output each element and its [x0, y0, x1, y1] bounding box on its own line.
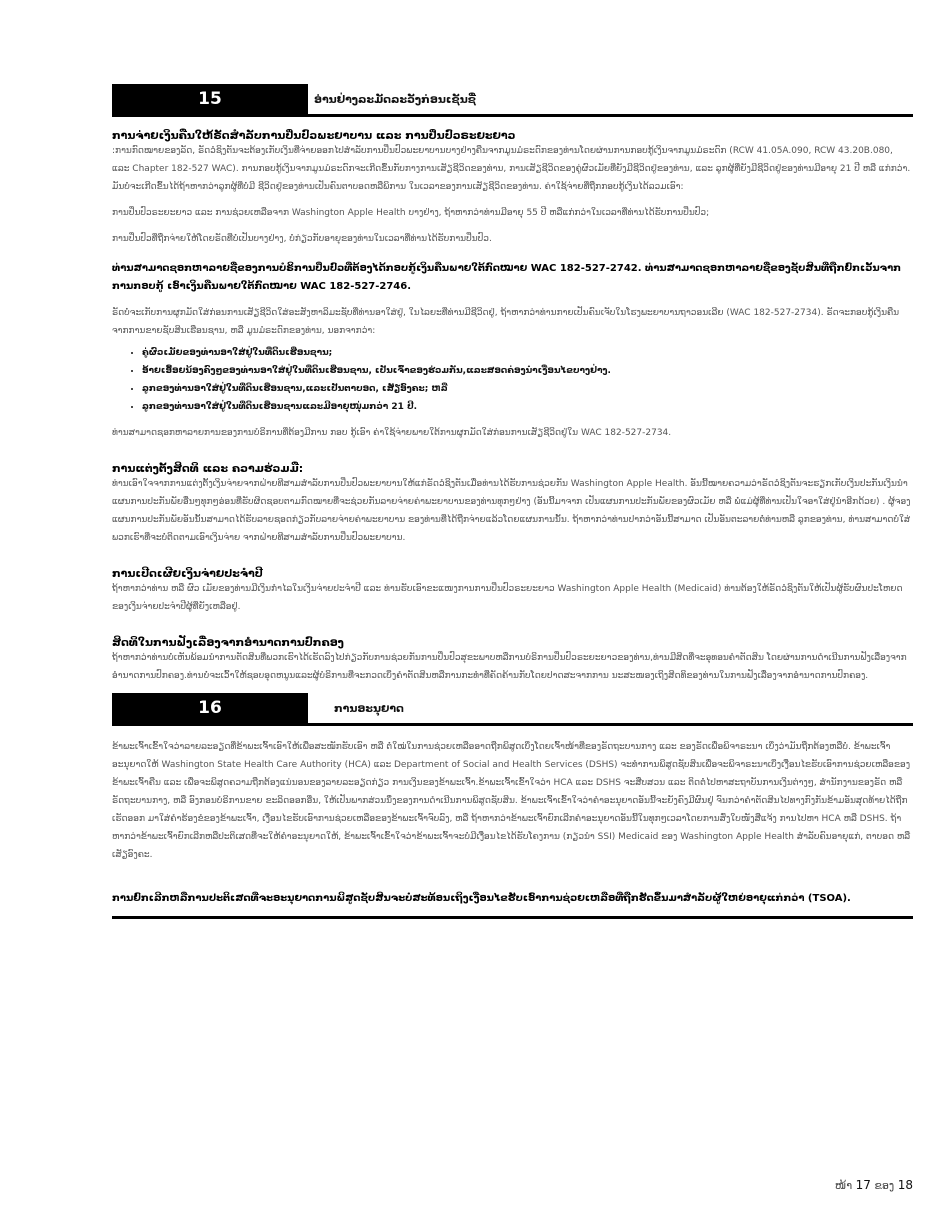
- hearing-rights-heading: ສິດທິໃນການຟັງເລື່ອງຈາກອໍານາດການປົກຄອງ: [112, 636, 344, 649]
- section-number: 16: [112, 693, 308, 723]
- tefra-lien-paragraph: ຣັດບໍ່ຈະເກັບການຜູກມັດໃສ່ກ່ອນການເສັຽຊີວິດໃສ່ອະສັງຫາລິມະຊັບທີ່ທ່ານອາໃສ່ຢູ່, ໃນໄລຍະທີ່ທ່ານມີຊີວິດຢູ່, ຖ້າຫາກວ່າທ່ານກາຍເປັນຄົນເຈັບໃນໂຮງພະຍາບານຖາວອນເລີຍ (WAC 182-527-2734). ຣັດຈະກອບກູ້ເງິນຄືນຈາກການຂາຍຊັບສິນເຮືອນຊານ, ຫລື ມູນມໍຣະດົກຂອງທ່ານ, ນອກຈາກວ່າ:: [112, 308, 900, 336]
- section-15-header: [112, 84, 913, 117]
- long-term-care-paragraph: ການປິ່ນປົວຣະຍະຍາວ ແລະ ການຊ່ວຍເຫລືອຈາກ Washington Apple Health ບາງຢ່າງ, ຖ້າຫາກວ່າທ່ານມີອາຍຸ 55 ປີ ຫລືແກ່ກວ່າໃນເວລາທີ່ທ່ານໄດ້ຮັບການປິ່ນປົວ;: [112, 208, 710, 218]
- section-number: 15: [112, 84, 308, 114]
- annuity-paragraph: ຖ້າຫາກວ່າທ່ານ ຫລື ຜົວ ເມັຍຂອງທ່ານມີເງິນກໍາໄລໃນເງິນຈ່າຍປະຈໍາປີ ແລະ ທ່ານຮັບເອົາຂະແໜງການການປິ່ນປົວຣະຍະຍາວ Washington Apple Health (Medicaid) ທ່ານຕ້ອງໃຫ້ຣັດວໍຊິງຕັນໃຫ້ເປັນຜູ້ຮັບຜົນປະໂຫຍດຂອງເງິນຈ່າຍປະຈໍາປີຜູ້ທີ່ຍັງເຫລືອຢູ່.: [112, 584, 903, 612]
- list-item: • ລູກຂອງທ່ານອາໃສ່ຢູ່ໃນທີ່ດິນເຮືອນຊານ,ແລະເປັນຕາບອດ, ເສັຽອົງຄະ; ຫລື: [142, 380, 913, 398]
- estate-recovery-paragraph: :ການກົດໝາຍຂອງລັດ, ຣັດວໍຊິງຕັນຈະຕ້ອງເກັບເງິນທີ່ຈ່າຍອອກໄປສໍາລັບການປິ່ນປົວພະຍາບານບາງຢ່າງຄືນຈາກມູນມໍຣະດົກຂອງທ່ານໂດຍຜ່ານການກອບກູ້ເງິນຈາກມູນມໍຣະດົກ (RCW 41.05A.090, RCW 43.20B.080, ແລະ Chapter 182-527 WAC). ການກອບກູ້ເງິນຈາກມູນມໍຣະດົກຈະເກີດຂຶ້ນກັບກາງການເສັຽຊີວິດຂອງທ່ານ, ການເສັຽຊີວິດຂອງຄູ່ຜົວເມັຍທີ່ຍັງມີຊີວິດຢູ່ຂອງທ່ານ, ແລະ ລູກຜູ້ທີ່ຍັງມີຊີວິດຢູ່ຂອງທ່ານມີອາຍຸ 21 ປີ ຫລື ແກ່ກວ່າ. ມັນບໍ່ຈະເກີດຂຶ້ນໄດ້ຖ້າຫາກວ່າລູກຜູ້ທີ່ບໍ່ມີ ຊີວິດຢູ່ຂອງທ່ານເປັນຄົນຕາບອດຫລືພິການ ໃນເວລາຂອງການເສັຽຊີວິດຂອງທ່ານ. ຄ່າໃຊ້ຈ່າຍທີ່ຖືກກອບກູ້ເງິນໄດ້ລວມເອົາ:: [112, 146, 911, 192]
- section-title: ການອະນຸຍາດ: [334, 701, 404, 715]
- document-page: [112, 84, 913, 919]
- annuity-heading: ການເປີດເຜີຍເງິນຈ່າຍປະຈໍາປີ: [112, 567, 263, 580]
- list-item: • ຄູ່ຜົວເມັຍຂອງທ່ານອາໃສ່ຢູ່ໃນທີ່ດິນເຮືອນຊານ;: [142, 344, 913, 362]
- section-16-header: [112, 693, 913, 726]
- authorization-paragraph: ຂ້າພະເຈົ້າເຂົ້າໃຈວ່າລາຍລະອຽດທີ່ຂ້າພະເຈົ້າເອົາໃຫ້ເພື່ອສະໝັກຮັບເອົາ ຫລື ຕໍ່ໃໝ່ໃນການຊ່ວຍເຫລືອອາດຖືກພິສູດເບິ່ງໂດຍເຈົ້າໜ້າທີ່ຂອງຣັດຖະບານກາງ ແລະ ຂອງຣັດເພື່ອພິຈາຣະນາ ເບິ່ງວ່າມັນຖືກຕ້ອງຫລືບໍ່. ຂ້າພະເຈົ້າອະນຸຍາດໃຫ້ Washington State Health Care Authority (HCA) ແລະ Department of Social and Health Services (DSHS) ຈະທໍາການພິສູດຊັບສິນເພື່ອຈະພິຈາຣະນາເບິ່ງເງື່ອນໄຂຮັບເອົາການຊ່ວຍເຫລືອຂອງຂ້າພະເຈົ້າຄືນ ແລະ ເພື່ອຈະພິສູດຄວາມຖືກຕ້ອງແນ່ນອນຂອງລາຍລະອຽດກ່ຽວ ການເງິນຂອງຂ້າພະເຈົ້າ.ຂ້າພະເຈົ້າເຂົ້າໃຈວ່າ HCA ແລະ DSHS ຈະສືບສວນ ແລະ ຕິດຕໍ່ໄປຫາສະຖາບັນການເງິນຕ່າງໆ, ສໍານັກງານຂອງຣັດ ຫລື ຣັດຖະບານກາງ, ຫລື ອົງກອນບໍຣິການຂາຍ ຂະລິດອອກອີ່ນ, ໃຫ້ເປັນພາກສ່ວນນຶ່ງຂອງການດໍາເນີນການພິສູດຊັບສິນ. ຂ້າພະເຈົ້າເຂົ້າໃຈວ່າຄໍາອະນຸຍາດອັນນີ້ຈະຍັງຄົງມີຜົນຢູ່ ຈົນກວ່າຄໍາຕັດສິນໄປທາງກົງກັນຂ້າມອັນສຸດທ້າຍໄດ້ຖືກເຮັດອອກ ມາໃສ່ຄໍາຮ້ອງຂໍຂອງຂ້າພະເຈົ້າ, ເງື່ອນໄຂຮັບເອົາການຊ່ວຍເຫລືອຂອງຂ້າພະເຈົ້າຈົບລົງ, ຫລື ຖ້າຫາກວ່າຂ້າພະເຈົ້າຍົກເລີກຄໍາອະນຸຍາດອັນນີ້ໃນທຸກໆເວລາໂດຍການສົ່ງໃບໜັງສືແຈ້ງ ການໄປຫາ HCA ຫລື DSHS. ຖ້າຫາກວ່າຂ້າພະເຈົ້າຍົກເລີກຫລືປະຕິເສດທີ່ຈະໃຫ້ຄໍາອະນຸຍາດໃຫ້, ຂ້າພະເຈົ້າເຂົ້າໃຈວ່າຂ້າພະເຈົ້າຈະບໍ່ມີເງື່ອນໄຂໄດ້ຮັບໂຄງການ (ກຽວນໍາ SSI) Medicaid ຂອງ Washington Apple Health ສໍາລັບຄົນອາຍຸແກ່, ຕາບອດ ຫລື ເສັຽອົງຄະ.: [112, 742, 911, 860]
- total-pages: 18: [897, 1178, 913, 1192]
- list-item: • ລູກຂອງທ່ານອາໃສ່ຢູ່ໃນທີ່ດິນເຮືອນຊານແລະມີອາຍຸໜຸ່ມກວ່າ 21 ປີ.: [142, 398, 913, 416]
- of-label: ຂອງ: [874, 1179, 895, 1192]
- list-item: • ອ້າຍເອື້ອຍນ້ອງຄົງໆຂອງທ່ານອາໃສ່ຢູ່ໃນທີ່ດິນເຮືອນຊານ, ເປັນເຈົ້າຂອງຮ່ວມກັນ,ແລະສອດຄ່ອງນໍາເງື່ອນໄຂບາງຢ່າງ.: [142, 362, 913, 380]
- wac-list-paragraph: ທ່ານສາມາດຊອກຫາລາຍຊື່ຂອງການບໍຣິການປິ່ນປົວທີ່ຕ້ອງໄດ້ກອບກູ້ເງິນຄືນພາຍໃຕ້ກົດໝາຍ WAC 182-527-2742. ທ່ານສາມາດຊອກຫາລາຍຊື່ຂອງຊັບສິນທີ່ຖືກຍົກເວັ້ນຈາກການກອບກູ້ ເອົາເງິນຄືນພາຍໃຕ້ກົດໝາຍ WAC 182-527-2746.: [112, 263, 902, 292]
- page-number: [835, 1178, 913, 1192]
- assignment-paragraph: ທ່ານເອົາໃຈຈາກການແຕ່ງຕັ້ງເງິນຈ່າຍຈາກຝ່າຍທີສາມສໍາລັບການປິ່ນປົວພະຍາບານໃຫ້ແກ່ຣັດວໍຊິງຕັນເມື່ອທ່ານໄດ້ຮັບການຊ່ວຍກັນ Washington Apple Health. ອັນນີ້ໝາຍຄວາມວ່າຣັດວໍຊິງຕັນຈະຮຽກເກັບເງິນປະກັນເງິນນໍາແຜນການປະກັນພັຍອື່ນໆທຸກໆອ່ອນທີ່ຮັບຜິດຊອບຕາມກົດໝາຍທີ່ຈະຊ່ວຍກັນລາຍຈ່າຍຄ່າພະຍາບານຂອງທ່ານທຸກໆຢ່າງ (ອັນນີ້ມາຈາກ ເປັນແຜນການປະກັນພັຍຂອງຜົວເມັຍ ຫລື ພໍ່ແມ່ຜູ້ທີ່ທ່ານເປັນໃຈອາໃສ່ຢູ່ນໍາອີກດ້ວຍ) . ຜູ້ຈອງແຜນການປະກັນພັຍອັນນັ້ນສາມາດໄດ້ຮັບລາຍຊອດກ່ຽວກັບລາຍຈ່າຍຄ່າພະຍາບານ ຂອງທ່ານທີ່ໄດ້ຖືກຈ່າຍແລ້ວໂດຍແຜນການນັ້ນ. ຖ້າຫາກວ່າທ່ານປາກວ່າອັນນີ້ສາມາດ ເປັນອັນຕະລາຍຕໍ່ທ່ານຫລື ລູກຂອງທ່ານ, ທ່ານສາມາດບໍ່ໃສ່ພວກເຮົາທີ່ຈະບໍ່ຕິດຕາມເອົາເງິນຈ່າຍ ຈາກຝ່າຍທີສາມສໍາລັບການປິ່ນປົວພະຍາບານ.: [112, 479, 911, 543]
- section-bottom-rule: [112, 916, 913, 919]
- page-label: ໜ້າ: [834, 1179, 853, 1192]
- state-only-paragraph: ການປິ່ນປົວທີ່ຖືກຈ່າຍໃຫ້ໂດຍຣັດທີ່ບໍ່ເປັນບາງຢ່າງ, ບໍ່ກ່ຽວກັບອາຍຸຂອງທ່ານໃນເວລາທີ່ທ່ານໄດ້ຮັບການປິ່ນປົວ.: [112, 234, 492, 244]
- lien-services-paragraph: ທ່ານສາມາດຊອກຫາລາຍການຂອງການບໍຣິການທີ່ຕ້ອງມີການ ກອບ ກູ້ເອົາ ຄ່າໃຊ້ຈ່າຍພາຍໃຕ້ການຜູກມັດໃສ່ກ່ອນການເສັຽຊີວິດຢູ່ໃນ WAC 182-527-2734.: [112, 428, 672, 438]
- exception-list: [112, 344, 913, 416]
- assignment-heading: ການແຕ່ງຕັ້ງສິດທິ ແລະ ຄວາມຮ່ວມມື:: [112, 462, 304, 475]
- estate-recovery-heading: ການຈ່າຍເງິນຄືນໃຫ້ຣັດສໍາລັບການປິ່ນປົວພະຍາບານ ແລະ ການປິ່ນປົວຣະຍະຍາວ: [112, 129, 516, 142]
- hearing-rights-paragraph: ຖ້າຫາກວ່າທ່ານບໍ່ເຫັນພ້ອມນໍາການຕັດສິນທີ່ພວກເຮົາໄດ້ເຮັດລົງໄປກ່ຽວກັບການຊ່ວຍກັນການປິ່ນປົວສຸຂະພາບຫລືການບໍຣິການປິ່ນປົວຣະຍະຍາວຂອງທ່ານ,ທ່ານມີສິດທີ່ຈະອຸທອນຄໍາຕັດສິນ ໂດຍຜ່ານການດໍາເນີນການຟັງເລື່ອງຈາກອໍານາດການປົກຄອງ.ທ່ານບໍ່ຈະເວົ້າໃຫ້ຊອບອຸດຫນູນແລະຜູ້ບໍຣິການທີ່ຈະກວດເບິ່ງຄໍາຕັດສິນຫລືການກະທໍາທີ່ຄັດຄ້ານກັບໂດຍປາດສະຈາກການ ນະສະໜອງເຖິງສິດທິຂອງທ່ານໃນການຟັງເລື່ອງຈາກອໍານາດການປົກຄອງ.: [112, 653, 907, 681]
- tsoa-statement: ການຍົກເລີກຫລືການປະຕິເສດທີ່ຈະອະນຸຍາດການພິສູດຊັບສິນຈະບໍ່ສະທ້ອນເຖິງເງື່ອນໄຂຮັບເອົາການຊ່ວຍເຫລືອທີ່ຖືກຮັດຂຶ້ນມາສໍາລັບຜູ້ໃຫຍ່ອາຍຸແກ່ກວ່າ (TSOA).: [112, 893, 851, 904]
- section-title: ອ່ານຢ່າງລະມັດລະວັງກ່ອນເຊັນຊື່: [314, 92, 476, 106]
- current-page: 17: [855, 1178, 871, 1192]
